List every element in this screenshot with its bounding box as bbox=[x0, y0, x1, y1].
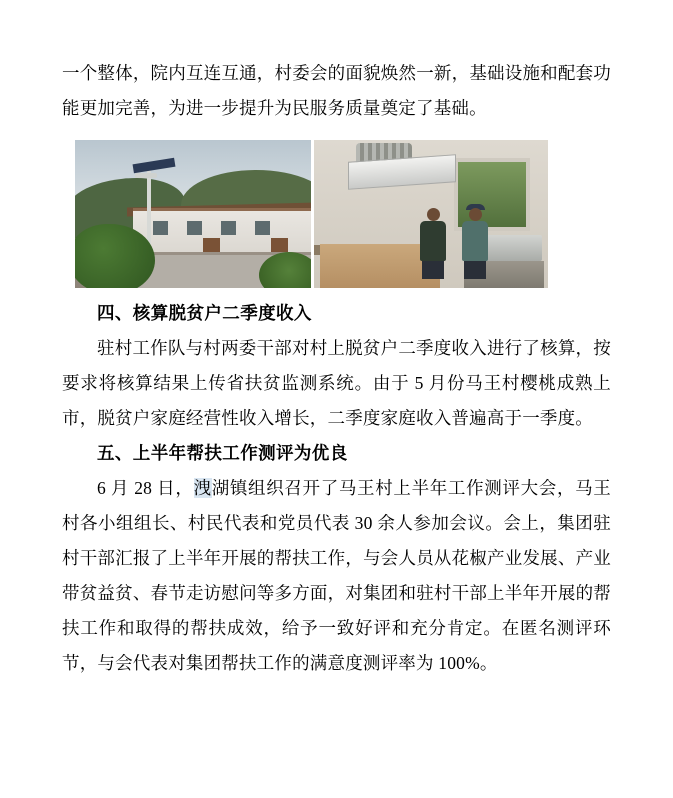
highlighted-character: 洩 bbox=[193, 478, 212, 498]
photo-window bbox=[153, 221, 168, 235]
section-heading-four: 四、核算脱贫户二季度收入 bbox=[97, 303, 312, 323]
photo-lamp-head bbox=[135, 173, 157, 178]
photo-person-left bbox=[420, 208, 446, 279]
photo-person-legs bbox=[422, 261, 444, 279]
paragraph-opening: 一个整体，院内互连互通，村委会的面貌焕然一新，基础设施和配套功能更加完善，为进一步提升为民服务质量奠定了基础。 bbox=[62, 63, 611, 118]
photo-person-body bbox=[420, 221, 446, 261]
text-after-highlight: 湖镇组织召开了马王村上半年工作测评大会，马王村各小组组长、村民代表和党员代表 30 余人参加会议。会上，集团驻村干部汇报了上半年开展的帮扶工作，与会人员从花椒产业发展、产业带贫益贫、春节走访慰问等多方面，对集团和驻村干部上半年开展的帮扶工作和取得的帮扶成效，给予一致好评和充分肯定。在匿名测评环节，与会代表对集团帮扶工作的满意度测评率为 100%。 bbox=[62, 478, 611, 673]
text-before-highlight: 6 月 28 日， bbox=[97, 478, 194, 498]
section-five-paragraph bbox=[62, 471, 611, 681]
photo-person-head bbox=[469, 208, 482, 221]
photo-person-right bbox=[462, 204, 488, 279]
photo-pair bbox=[75, 140, 548, 288]
photo-person-body bbox=[462, 221, 488, 261]
photo-village-courtyard bbox=[75, 140, 311, 288]
photo-person-legs bbox=[464, 261, 486, 279]
photo-window bbox=[187, 221, 202, 235]
photo-kitchen-inspection bbox=[314, 140, 548, 288]
photo-person-head bbox=[427, 208, 440, 221]
photo-window bbox=[221, 221, 236, 235]
section-four-paragraph: 驻村工作队与村两委干部对村上脱贫户二季度收入进行了核算，按要求将核算结果上传省扶贫监测系统。由于 5 月份马王村樱桃成熟上市，脱贫户家庭经营性收入增长，二季度家庭收入普遍高于一季度。 bbox=[62, 338, 611, 428]
section-heading-five: 五、上半年帮扶工作测评为优良 bbox=[97, 443, 348, 463]
photo-window bbox=[255, 221, 270, 235]
